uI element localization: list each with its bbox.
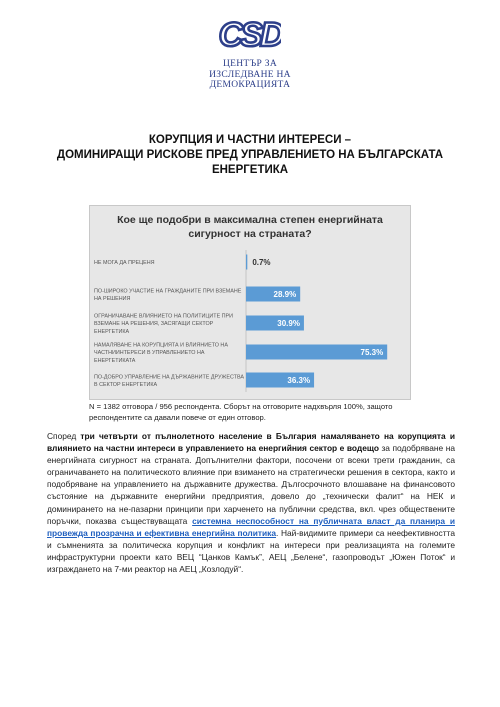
para-text-2: за подобряване на енергийната сигурност на страната. Допълнителни фактори, посочени от всеки трети гражданин, са ограничаването на политическото влияние при взимането на стратегически решения в сектора, както и подобряване на управлението на държавните дружества. Дългосрочното влошаване на финансовото състояние на държавните енергийни предприятия, довело до „технически фалит“ на НЕК и доминирането на не-пазарни принципи при харченето на публични средства, вкл. чрез обществените поръчки, показва съществуващата [47, 443, 455, 526]
logo-line-1: ЦЕНТЪР ЗА [222, 59, 277, 69]
chart-note: N = 1382 отговора / 956 респондента. Сборът на отговорите надхвърля 100%, защото респондентите са давали повече от един отговор. [89, 402, 393, 422]
chart-svg [90, 206, 410, 399]
chart-category-label: НА РЕШЕНИЯ [94, 296, 131, 302]
chart-category-label: НАМАЛЯВАНЕ НА КОРУПЦИЯТА И ВЛИЯНИЕТО НА [94, 342, 228, 349]
chart-category-label: ОГРАНИЧАВАНЕ ВЛИЯНИЕТО НА ПОЛИТИЦИТЕ ПРИ [94, 313, 234, 320]
csd-logo-mark [219, 12, 281, 56]
chart-data-label: 36.3% [287, 376, 311, 385]
chart-bar [246, 255, 247, 270]
para-text-1: Според [47, 431, 81, 441]
body-paragraph [47, 430, 455, 575]
chart-category-label: ЕНЕРГЕТИКАТА [94, 357, 136, 364]
title-line-3: ЕНЕРГЕТИКА [211, 164, 289, 176]
para-bold-1: три четвърти от пълнолетното население в България намаляването на корупцията и влиянието на частни интереси в управлението на енергийния сектор е водещо [47, 431, 455, 454]
csd-logo [0, 12, 500, 91]
chart-category-label: ПО-ШИРОКО УЧАСТИЕ НА ГРАЖДАНИТЕ ПРИ ВЗЕМАНЕ [94, 288, 242, 295]
logo-text [209, 59, 291, 91]
title-line-2: ДОМИНИРАЩИ РИСКОВЕ ПРЕД УПРАВЛЕНИЕТО НА БЪЛГАРСКАТА [56, 149, 444, 161]
chart-category-label: В СЕКТОР ЕНЕРГЕТИКА [94, 382, 158, 388]
logo-mark-text: CSD [219, 16, 281, 54]
document-title [40, 133, 460, 178]
chart-category-label: НЕ МОГА ДА ПРЕЦЕНЯ [94, 260, 155, 267]
chart-data-label: 30.9% [277, 319, 300, 328]
para-link[interactable]: системна неспособност на публичната власт да планира и провежда прозрачна и ефективна енергийна политика [47, 515, 455, 538]
logo-line-3: ДЕМОКРАЦИЯТА [209, 80, 291, 90]
chart-category-label: ЕНЕРГЕТИКА [94, 328, 130, 335]
chart-data-label: 75.3% [360, 348, 384, 357]
survey-chart [89, 205, 411, 400]
title-line-1: КОРУПЦИЯ И ЧАСТНИ ИНТЕРЕСИ – [148, 134, 352, 146]
chart-category-label: ПО-ДОБРО УПРАВЛЕНИЕ НА ДЪРЖАВНИТЕ ДРУЖЕСТВА [94, 374, 244, 381]
logo-line-2: ИЗСЛЕДВАНЕ НА [209, 69, 291, 80]
chart-title-line-2: сигурност на страната? [188, 228, 312, 240]
chart-data-label: 0.7% [252, 258, 271, 267]
para-text-3: . Най-видимите примери са неефективността и съмненията за политическа корупция и конфликт на интереси при реализацията на големите инфраструктурни проекти като ВЕЦ “Цанков Камък”, АЕЦ „Белене“, газопроводът „Южен Поток“ и изграждането на 7-ми реактор на АЕЦ „Козлодуй“. [47, 527, 455, 575]
chart-category-label: ВЗЕМАНЕ НА РЕШЕНИЯ, ЗАСЯГАЩИ СЕКТОР [94, 321, 214, 328]
chart-title-line-1: Кое ще подобри в максимална степен енергийната [117, 214, 383, 226]
chart-data-label: 28.9% [273, 290, 297, 299]
chart-category-label: ЧАСТНИИНТЕРЕСИ В УПРАВЛЕНИЕТО НА [94, 350, 205, 357]
